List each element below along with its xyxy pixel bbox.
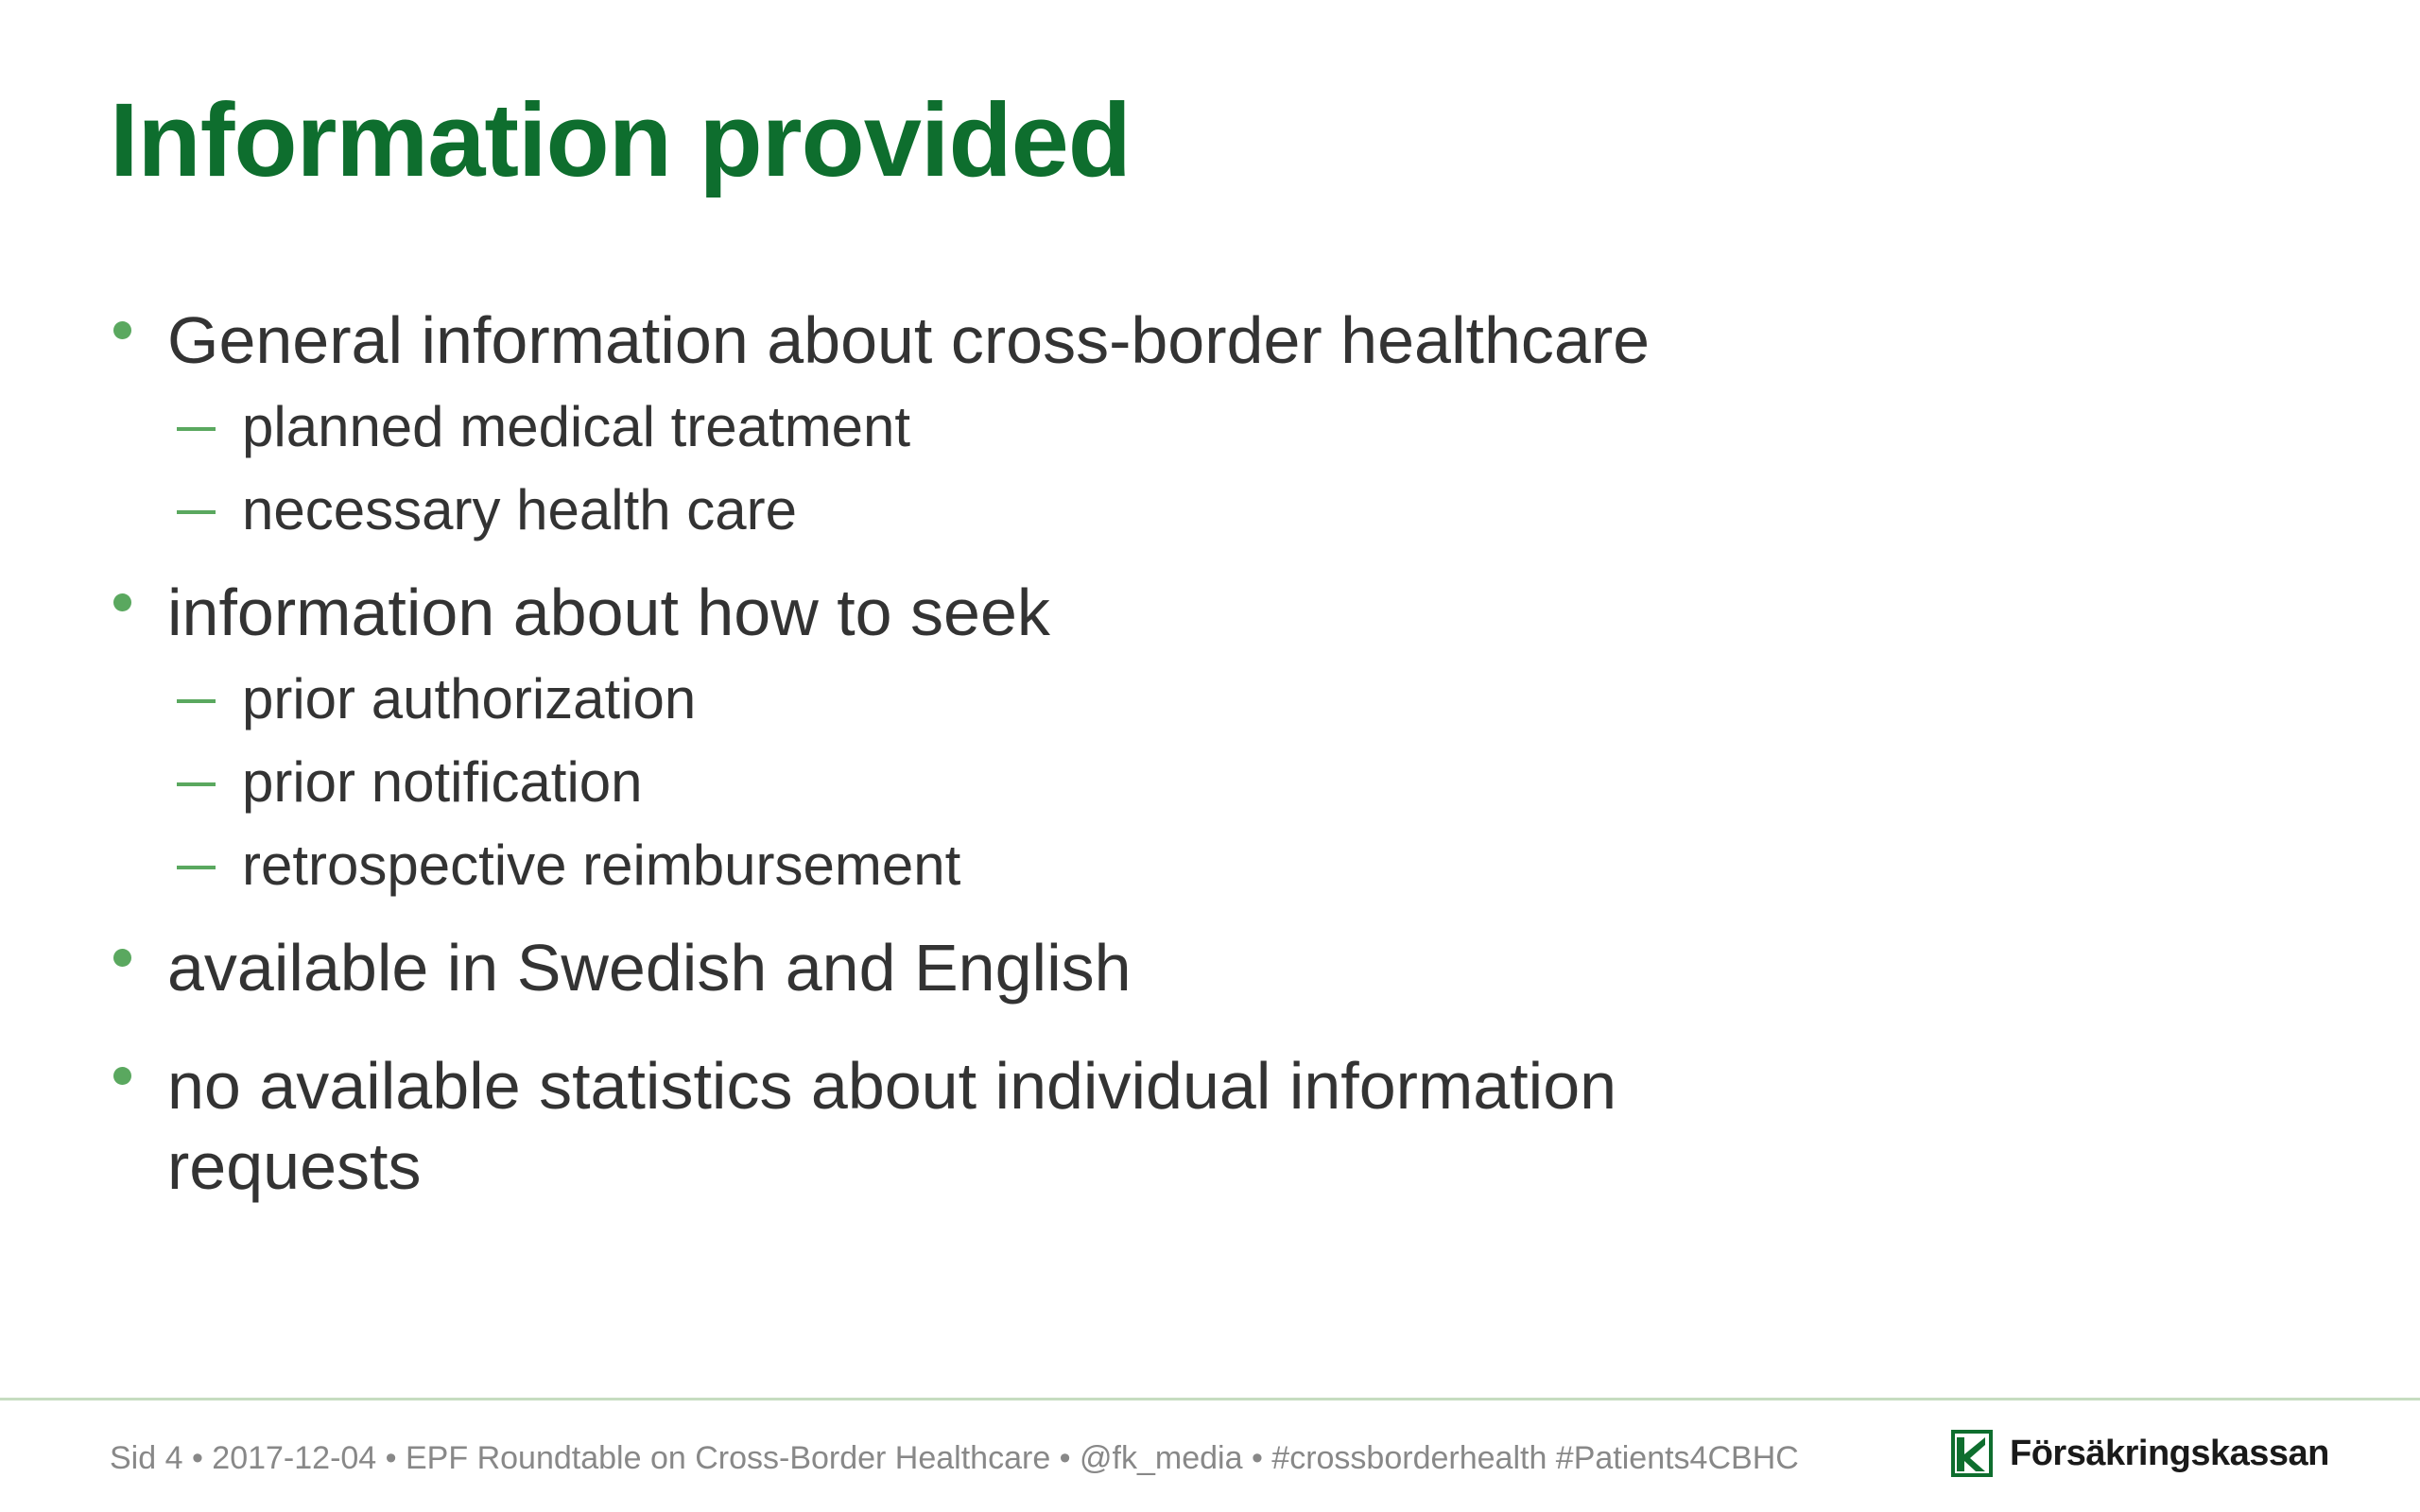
footer-divider <box>0 1398 2420 1400</box>
footer-text: Sid 4 • 2017-12-04 • EPF Roundtable on Cross-Border Healthcare • @fk_media • #crossborderhealth #Patients4CBHC <box>110 1440 1799 1476</box>
sub-item-text: prior authorization <box>242 667 697 730</box>
bullet-item <box>110 928 1811 1008</box>
bullet-dot-icon <box>113 949 131 967</box>
sub-item <box>110 469 1811 552</box>
dash-icon <box>177 427 216 431</box>
sub-list <box>167 386 1811 552</box>
bullet-item <box>110 301 1811 552</box>
sub-item-text: prior notification <box>242 750 643 814</box>
bullet-text-line-1: no available statistics about individual information <box>167 1049 1617 1123</box>
sub-item-text: necessary health care <box>242 478 797 541</box>
forsakringskassan-logo-icon <box>1951 1430 1993 1477</box>
bullet-dot-icon <box>113 593 131 611</box>
dash-icon <box>177 782 216 786</box>
sub-item <box>110 824 1811 907</box>
bullet-item <box>110 573 1811 907</box>
bullet-item <box>110 1046 1811 1207</box>
bullet-text: General information about cross-border healthcare <box>167 303 1651 377</box>
sub-item <box>110 658 1811 741</box>
dash-icon <box>177 866 216 869</box>
slide-title: Information provided <box>110 82 1131 198</box>
sub-item-text: planned medical treatment <box>242 395 911 458</box>
bullet-dot-icon <box>113 1067 131 1085</box>
dash-icon <box>177 699 216 703</box>
sub-item <box>110 741 1811 824</box>
sub-item <box>110 386 1811 469</box>
bullet-text: information about how to seek <box>167 576 1050 649</box>
forsakringskassan-logo <box>1951 1427 2329 1480</box>
dash-icon <box>177 510 216 514</box>
bullet-list <box>110 301 1811 1207</box>
bullet-dot-icon <box>113 321 131 339</box>
sub-item-text: retrospective reimbursement <box>242 833 961 897</box>
sub-list <box>167 658 1811 907</box>
logo-text: Försäkringskassan <box>2010 1433 2329 1473</box>
bullet-text: available in Swedish and English <box>167 931 1132 1005</box>
bullet-text-line-2: requests <box>167 1129 422 1203</box>
